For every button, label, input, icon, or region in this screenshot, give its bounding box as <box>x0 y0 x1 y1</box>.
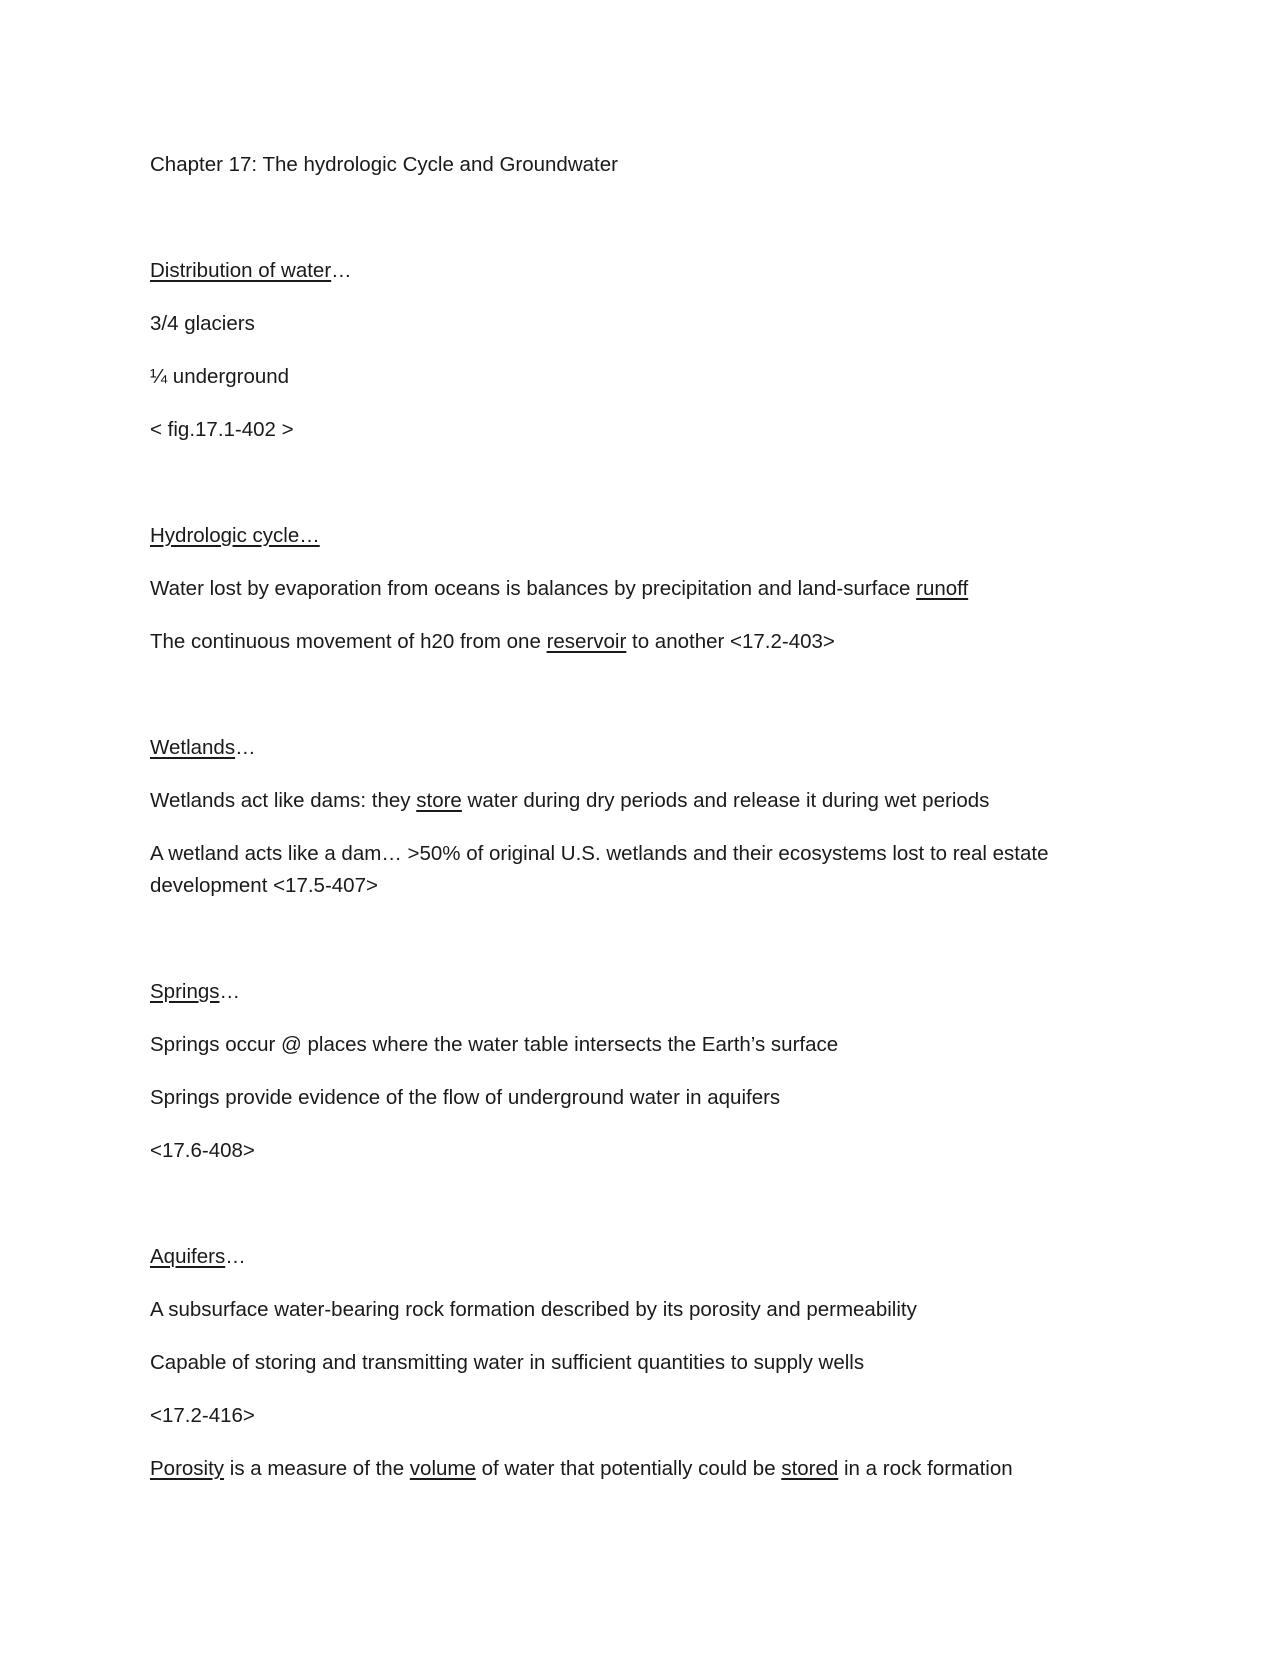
heading-text: Distribution of water <box>150 259 332 282</box>
section-heading-hydrologic <box>150 520 1090 552</box>
paragraph: 3/4 glaciers <box>150 312 255 335</box>
figure-reference: <17.2-416> <box>150 1404 255 1427</box>
text-run: of water that potentially could be <box>475 1457 782 1480</box>
heading-ellipsis: … <box>225 1245 246 1268</box>
text-run: in a rock formation <box>838 1457 1013 1480</box>
paragraph: Springs occur @ places where the water table intersects the Earth’s surface <box>150 1033 839 1056</box>
blank-line <box>150 1188 1130 1241</box>
paragraph: A subsurface water-bearing rock formation described by its porosity and permeability <box>150 1298 917 1321</box>
paragraph <box>150 626 1090 658</box>
text-run: water during dry periods and release it during wet periods <box>461 789 990 812</box>
text-run: is a measure of the <box>224 1457 410 1480</box>
blank-line <box>150 467 1130 520</box>
heading-text: Aquifers <box>150 1245 226 1268</box>
heading-ellipsis: … <box>235 736 256 759</box>
underlined-term: stored <box>781 1457 839 1480</box>
paragraph: Springs provide evidence of the flow of underground water in aquifers <box>150 1086 781 1109</box>
paragraph <box>150 573 1090 605</box>
heading-text: Wetlands <box>150 736 236 759</box>
heading-text: Springs <box>150 980 220 1003</box>
paragraph: A wetland acts like a dam… >50% of original U.S. wetlands and their ecosystems lost to real estate development <17.5-407> <box>150 842 1049 897</box>
document-title: Chapter 17: The hydrologic Cycle and Groundwater <box>150 153 618 176</box>
text-run: Wetlands act like dams: they <box>150 789 417 812</box>
paragraph <box>150 1453 1090 1485</box>
blank-line <box>150 679 1130 732</box>
underlined-term: runoff <box>916 577 969 600</box>
underlined-term: volume <box>409 1457 476 1480</box>
underlined-term: store <box>416 789 462 812</box>
underlined-term: reservoir <box>546 630 627 653</box>
paragraph <box>150 785 1090 817</box>
figure-reference: < fig.17.1-402 > <box>150 418 294 441</box>
section-heading-aquifers <box>150 1241 1090 1273</box>
text-run: Water lost by evaporation from oceans is balances by precipitation and land-surface <box>150 577 917 600</box>
figure-reference: <17.6-408> <box>150 1139 255 1162</box>
section-heading-wetlands <box>150 732 1090 764</box>
section-heading-springs <box>150 976 1090 1008</box>
paragraph: Capable of storing and transmitting water in sufficient quantities to supply wells <box>150 1351 865 1374</box>
text-run: to another <17.2-403> <box>626 630 835 653</box>
blank-line <box>150 202 1130 255</box>
section-heading-distribution <box>150 255 1090 287</box>
heading-ellipsis: … <box>331 259 352 282</box>
text-run: The continuous movement of h20 from one <box>150 630 547 653</box>
blank-line <box>150 923 1130 976</box>
underlined-term: Porosity <box>150 1457 225 1480</box>
paragraph: ¼ underground <box>150 365 290 388</box>
heading-text: Hydrologic cycle… <box>150 524 320 547</box>
heading-ellipsis: … <box>219 980 241 1003</box>
